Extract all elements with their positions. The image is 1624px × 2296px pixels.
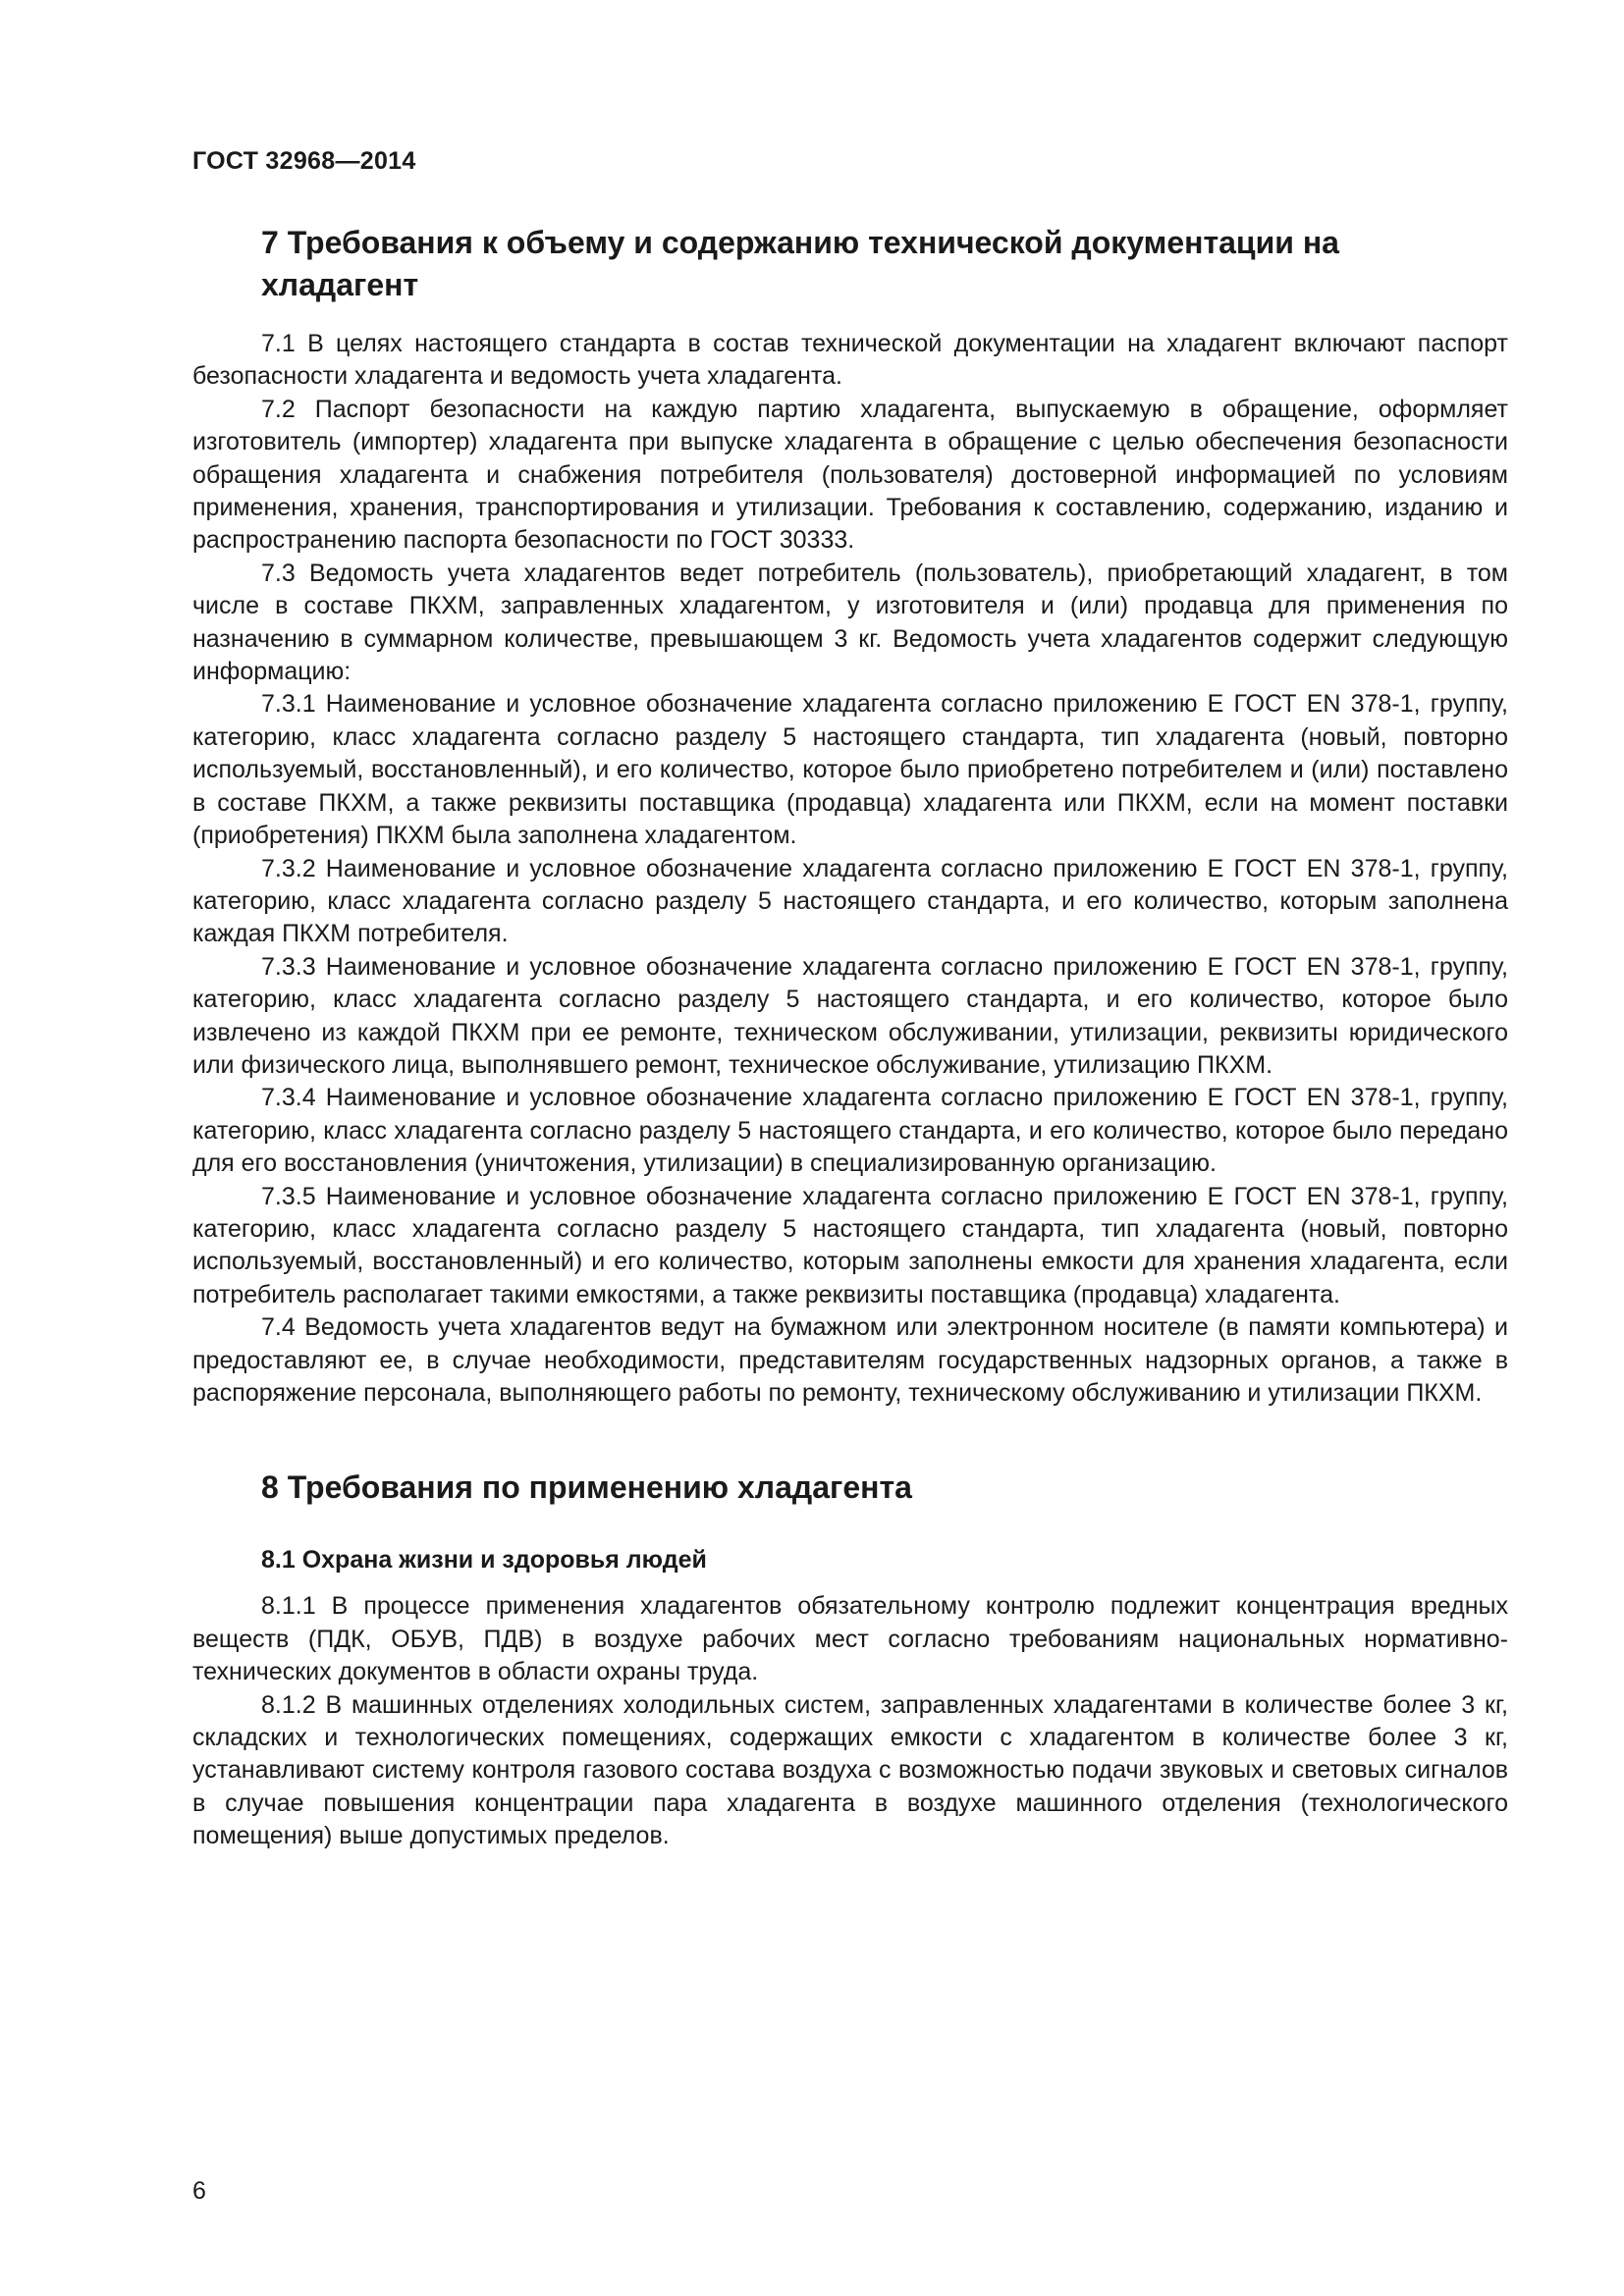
paragraph-7-4: 7.4 Ведомость учета хладагентов ведут на бумажном или электронном носителе (в памяти компьютера) и предоставляют ее, в случае необходимости, представителям государственных надзорных органов, а также в распоряжение персонала, выполняющего работы по ремонту, техническому обслуживанию и утилизации ПКХМ. [192, 1313, 1508, 1407]
page-content [192, 222, 1508, 1853]
section-8-heading: 8 Требования по применению хладагента [261, 1469, 912, 1506]
paragraph-8-1-2: 8.1.2 В машинных отделениях холодильных систем, заправленных хладагентами в количестве более 3 кг, складских и технологических помещениях, содержащих емкости с хладагентом в количестве более 3 кг, устанавливают систему контроля газового состава воздуха с возможностью подачи звуковых и световых сигналов в случае повышения концентрации пара хладагента в воздухе машинного отделения (технологического помещения) выше допустимых пределов. [192, 1690, 1508, 1850]
subsection-8-1-heading: 8.1 Охрана жизни и здоровья людей [261, 1546, 707, 1575]
paragraph-7-1: 7.1 В целях настоящего стандарта в состав технической документации на хладагент включают паспорт безопасности хладагента и ведомость учета хладагента. [192, 330, 1508, 391]
subsection-8-1-body [192, 1590, 1508, 1852]
document-code: ГОСТ 32968—2014 [192, 147, 416, 175]
paragraph-7-3-1: 7.3.1 Наименование и условное обозначение хладагента согласно приложению Е ГОСТ EN 378-1, группу, категорию, класс хладагента согласно разделу 5 настоящего стандарта, тип хладагента (новый, повторно используемый, восстановленный), и его количество, которое было приобретено потребителем и (или) поставлено в составе ПКХМ, а также реквизиты поставщика (продавца) хладагента или ПКХМ, если на момент поставки (приобретения) ПКХМ была заполнена хладагентом. [192, 690, 1508, 850]
paragraph-7-3: 7.3 Ведомость учета хладагентов ведет потребитель (пользователь), приобретающий хладагент, в том числе в составе ПКХМ, заправленных хладагентом, у изготовителя и (или) продавца для применения по назначению в суммарном количестве, превышающем 3 кг. Ведомость учета хладагентов содержит следующую информацию: [192, 559, 1508, 686]
section-7-body [192, 328, 1508, 1410]
section-7-heading: 7 Требования к объему и содержанию технической документации на хладагент [261, 225, 1339, 302]
page-number: 6 [192, 2177, 206, 2205]
paragraph-7-3-2: 7.3.2 Наименование и условное обозначение хладагента согласно приложению Е ГОСТ EN 378-1, группу, категорию, класс хладагента согласно разделу 5 настоящего стандарта, и его количество, которым заполнена каждая ПКХМ потребителя. [192, 854, 1508, 948]
paragraph-8-1-1: 8.1.1 В процессе применения хладагентов обязательному контролю подлежит концентрация вредных веществ (ПДК, ОБУВ, ПДВ) в воздухе рабочих мест согласно требованиям национальных нормативно-технических документов в области охраны труда. [192, 1592, 1508, 1686]
paragraph-7-3-4: 7.3.4 Наименование и условное обозначение хладагента согласно приложению Е ГОСТ EN 378-1, группу, категорию, класс хладагента согласно разделу 5 настоящего стандарта, и его количество, которое было передано для его восстановления (уничтожения, утилизации) в специализированную организацию. [192, 1084, 1508, 1178]
paragraph-7-3-5: 7.3.5 Наименование и условное обозначение хладагента согласно приложению Е ГОСТ EN 378-1, группу, категорию, класс хладагента согласно разделу 5 настоящего стандарта, тип хладагента (новый, повторно используемый, восстановленный) и его количество, которым заполнены емкости для хранения хладагента, если потребитель располагает такими емкостями, а также реквизиты поставщика (продавца) хладагента. [192, 1182, 1508, 1308]
paragraph-7-2: 7.2 Паспорт безопасности на каждую партию хладагента, выпускаемую в обращение, оформляет изготовитель (импортер) хладагента при выпуске хладагента в обращение с целью обеспечения безопасности обращения хладагента и снабжения потребителя (пользователя) достоверной информацией по условиям применения, хранения, транспортирования и утилизации. Требования к составлению, содержанию, изданию и распространению паспорта безопасности по ГОСТ 30333. [192, 395, 1508, 555]
paragraph-7-3-3: 7.3.3 Наименование и условное обозначение хладагента согласно приложению Е ГОСТ EN 378-1, группу, категорию, класс хладагента согласно разделу 5 настоящего стандарта, и его количество, которое было извлечено из каждой ПКХМ при ее ремонте, техническом обслуживании, утилизации, реквизиты юридического или физического лица, выполнявшего ремонт, техническое обслуживание, утилизацию ПКХМ. [192, 952, 1508, 1079]
